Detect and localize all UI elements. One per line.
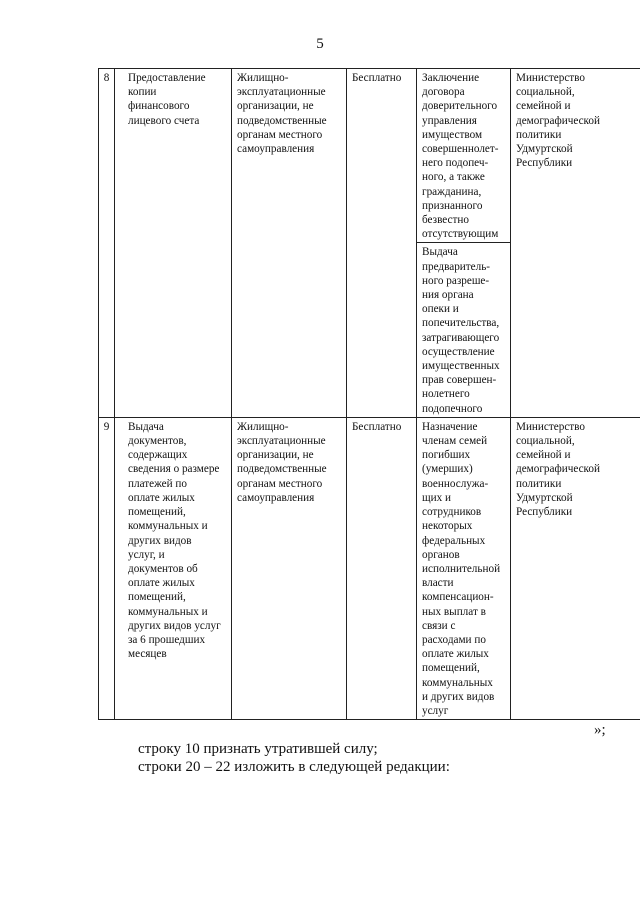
ministry-cell bbox=[511, 69, 640, 418]
text-line: исполнительной bbox=[422, 562, 501, 575]
fee: Бесплатно bbox=[352, 420, 402, 433]
text-line: Предоставление bbox=[128, 72, 206, 84]
text-line: Удмуртской bbox=[516, 491, 573, 504]
fee-cell bbox=[347, 69, 417, 418]
text-line: него подопеч- bbox=[422, 157, 489, 170]
text-line: коммунальных bbox=[422, 676, 493, 689]
fee-cell bbox=[347, 417, 417, 719]
text-line: щих и bbox=[422, 491, 451, 504]
text-line: отсутствующим bbox=[422, 228, 499, 241]
row-number: 8 bbox=[99, 69, 115, 418]
text-line: ного разреше- bbox=[422, 274, 490, 287]
text-line: самоуправления bbox=[237, 491, 315, 504]
text-line: Жилищно- bbox=[237, 72, 289, 84]
text-line: членам семей bbox=[422, 435, 488, 448]
provider-org-cell bbox=[232, 417, 347, 719]
text-line: услуг, и bbox=[128, 548, 165, 561]
text-line: Выдача bbox=[128, 420, 164, 433]
text-line: федеральных bbox=[422, 534, 486, 547]
text-line: ных выплат в bbox=[422, 605, 486, 618]
condition-part bbox=[417, 242, 510, 416]
text-line: осуществление bbox=[422, 345, 495, 358]
text-line: помещений, bbox=[128, 506, 186, 519]
text-line: документов, bbox=[128, 435, 187, 448]
text-line: компенсацион- bbox=[422, 591, 494, 604]
text-line: нолетнего bbox=[422, 388, 470, 401]
text-line: прав совершен- bbox=[422, 374, 497, 387]
service-name bbox=[120, 420, 227, 661]
text-line: организации, не bbox=[237, 449, 314, 462]
text-line: семейной и bbox=[516, 100, 571, 113]
text-line: социальной, bbox=[516, 435, 575, 448]
text-line: признанного bbox=[422, 199, 483, 212]
text-line: связи с bbox=[422, 619, 456, 632]
text-line: других видов услуг bbox=[128, 619, 221, 632]
text-line: подведомственные bbox=[237, 114, 327, 127]
text-line: демографической bbox=[516, 463, 600, 476]
text-line: безвестно bbox=[422, 214, 469, 227]
closing-quote: »; bbox=[594, 722, 606, 738]
text-line: услуг bbox=[422, 704, 449, 717]
text-line: ного, а также bbox=[422, 171, 485, 184]
row-number: 9 bbox=[99, 417, 115, 719]
text-line: других видов bbox=[128, 534, 192, 547]
table-row bbox=[99, 69, 640, 418]
service-name bbox=[120, 71, 227, 128]
text-line: имуществом bbox=[422, 128, 483, 141]
text-line: Министерство bbox=[516, 72, 585, 84]
services-table bbox=[98, 68, 640, 720]
text-line: попечительства, bbox=[422, 317, 500, 330]
text-line: предваритель- bbox=[422, 260, 491, 273]
text-line: Республики bbox=[516, 506, 573, 519]
text-line: договора bbox=[422, 86, 465, 99]
text-line: политики bbox=[516, 128, 562, 141]
text-line: и других видов bbox=[422, 690, 495, 703]
text-line: совершеннолет- bbox=[422, 143, 499, 156]
text-line: платежей по bbox=[128, 477, 188, 490]
text-line: эксплуатационные bbox=[237, 86, 326, 99]
text-line: политики bbox=[516, 477, 562, 490]
text-line: Заключение bbox=[422, 72, 480, 84]
text-line: документов об bbox=[128, 562, 198, 575]
table-row bbox=[99, 417, 640, 719]
text-line: за 6 прошедших bbox=[128, 633, 206, 646]
text-line: Республики bbox=[516, 157, 573, 170]
text-line: коммунальных и bbox=[128, 605, 208, 618]
text-line: некоторых bbox=[422, 520, 473, 533]
text-line: имущественных bbox=[422, 360, 500, 373]
paragraph: строку 10 признать утратившей силу; bbox=[138, 741, 378, 757]
condition-part bbox=[417, 69, 510, 242]
service-name-cell bbox=[115, 69, 232, 418]
ministry-cell bbox=[511, 417, 640, 719]
text-line: коммунальных и bbox=[128, 520, 208, 533]
text-line: содержащих bbox=[128, 449, 188, 462]
text-line: оплате жилых bbox=[422, 648, 489, 661]
text-line: (умерших) bbox=[422, 463, 473, 476]
provider-org bbox=[237, 420, 342, 505]
text-line: семейной и bbox=[516, 449, 571, 462]
text-line: социальной, bbox=[516, 86, 575, 99]
text-line: гражданина, bbox=[422, 185, 482, 198]
text-line: подведомственные bbox=[237, 463, 327, 476]
text-line: сотрудников bbox=[422, 506, 482, 519]
text-line: самоуправления bbox=[237, 143, 315, 156]
ministry bbox=[516, 71, 640, 170]
condition-part bbox=[417, 418, 510, 719]
text-line: эксплуатационные bbox=[237, 435, 326, 448]
text-line: оплате жилых bbox=[128, 491, 195, 504]
text-line: Назначение bbox=[422, 420, 478, 433]
text-line: лицевого счета bbox=[128, 114, 200, 127]
text-line: месяцев bbox=[128, 648, 167, 661]
text-line: финансового bbox=[128, 100, 190, 113]
text-line: доверительного bbox=[422, 100, 498, 113]
text-line: организации, не bbox=[237, 100, 314, 113]
text-line: органам местного bbox=[237, 128, 323, 141]
conditions-cell bbox=[417, 417, 511, 719]
text-line: Жилищно- bbox=[237, 420, 289, 433]
text-line: органов bbox=[422, 548, 460, 561]
text-line: военнослужа- bbox=[422, 477, 489, 490]
text-line: Выдача bbox=[422, 246, 458, 259]
text-line: опеки и bbox=[422, 303, 459, 316]
text-line: подопечного bbox=[422, 402, 483, 415]
text-line: сведения о размере bbox=[128, 463, 220, 476]
service-name-cell bbox=[115, 417, 232, 719]
page-number: 5 bbox=[316, 36, 324, 52]
text-line: ния органа bbox=[422, 289, 474, 302]
conditions-cell bbox=[417, 69, 511, 418]
text-line: погибших bbox=[422, 449, 471, 462]
provider-org bbox=[237, 71, 342, 156]
ministry bbox=[516, 420, 640, 519]
text-line: оплате жилых bbox=[128, 577, 195, 590]
text-line: управления bbox=[422, 114, 477, 127]
fee: Бесплатно bbox=[352, 72, 402, 84]
text-line: власти bbox=[422, 577, 454, 590]
provider-org-cell bbox=[232, 69, 347, 418]
text-line: Министерство bbox=[516, 420, 585, 433]
text-line: расходами по bbox=[422, 633, 486, 646]
text-line: копии bbox=[128, 86, 157, 99]
text-line: помещений, bbox=[422, 662, 480, 675]
text-line: демографической bbox=[516, 114, 600, 127]
text-line: помещений, bbox=[128, 591, 186, 604]
paragraph: строки 20 – 22 изложить в следующей редакции: bbox=[138, 759, 450, 775]
text-line: органам местного bbox=[237, 477, 323, 490]
text-line: Удмуртской bbox=[516, 143, 573, 156]
text-line: затрагивающего bbox=[422, 331, 500, 344]
